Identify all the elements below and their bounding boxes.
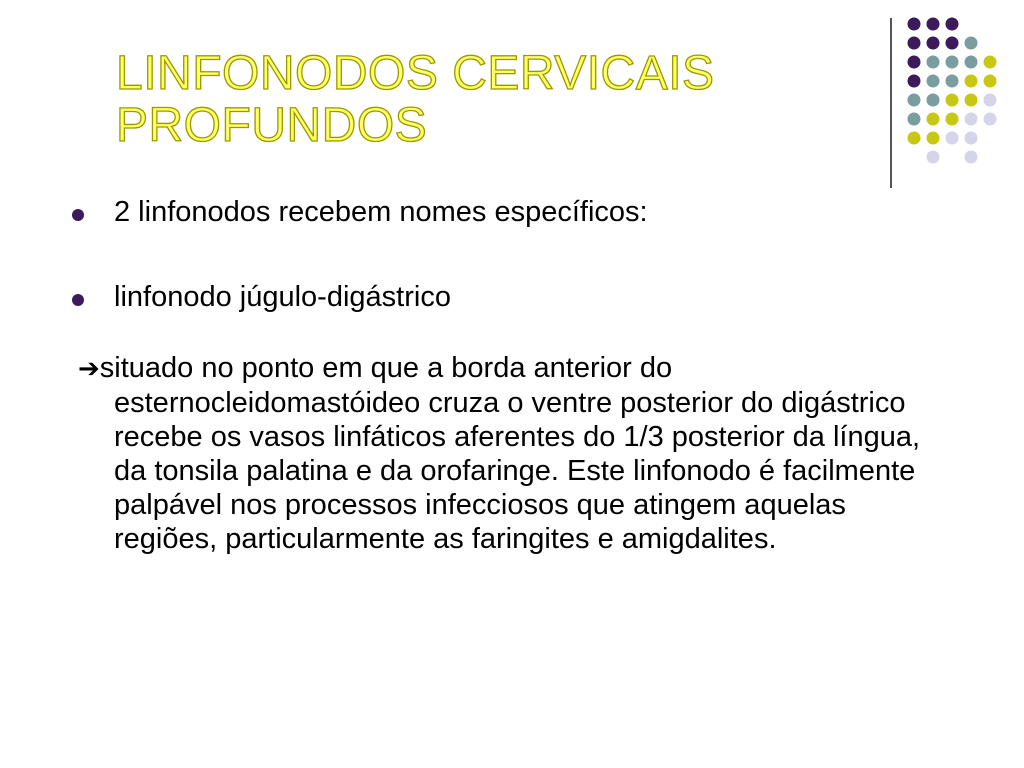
- decorative-dot: [927, 132, 940, 145]
- slide-title-line-2: PROFUNDOS: [116, 98, 428, 152]
- decorative-dot: [946, 113, 959, 126]
- decorative-dot: [927, 94, 940, 107]
- arrow-paragraph-text: situado no ponto em que a borda anterior do esternocleidomastóideo cruza o ventre posterior do digástrico recebe os vasos linfáticos aferentes do 1/3 posterior da língua, da tonsila palatina e da orofaringe. Este linfonodo é facilmente palpável nos processos infecciosos que atingem aquelas regiões, particularmente as faringites e amigdalites.: [99, 351, 921, 555]
- decorative-dot: [965, 94, 978, 107]
- decorative-dot: [965, 75, 978, 88]
- decorative-dot: [908, 75, 921, 88]
- decorative-dot: [908, 113, 921, 126]
- decorative-dot: [908, 37, 921, 50]
- slide-body: [68, 195, 948, 556]
- decorative-dot: [927, 75, 940, 88]
- bullet-text: 2 linfonodos recebem nomes específicos:: [114, 196, 648, 228]
- decorative-dot: [908, 94, 921, 107]
- decorative-dot: [984, 94, 997, 107]
- decorative-dot: [965, 113, 978, 126]
- decorative-dot: [946, 75, 959, 88]
- slide-title-line-1: LINFONODOS CERVICAIS: [116, 47, 715, 100]
- bullet-item: [68, 195, 948, 230]
- decorative-dot: [927, 18, 940, 31]
- decorative-dot: [965, 132, 978, 145]
- decorative-dot: [946, 18, 959, 31]
- decorative-dot: [946, 56, 959, 69]
- bullet-icon: [72, 294, 84, 306]
- decorative-dot: [927, 151, 940, 164]
- arrow-right-icon: ➔: [78, 353, 100, 384]
- decorative-dot: [927, 37, 940, 50]
- bullet-text: linfonodo júgulo-digástrico: [114, 280, 451, 313]
- vertical-divider: [890, 18, 892, 188]
- decorative-dot-grid: [902, 14, 1022, 164]
- decorative-dot: [984, 113, 997, 126]
- dot-grid-graphic: [902, 14, 1022, 164]
- arrow-paragraph: [68, 351, 948, 556]
- decorative-dot: [946, 132, 959, 145]
- decorative-dot: [965, 56, 978, 69]
- decorative-dot: [946, 37, 959, 50]
- decorative-dot: [984, 75, 997, 88]
- decorative-dot: [984, 56, 997, 69]
- decorative-dot: [965, 151, 978, 164]
- decorative-dot: [927, 113, 940, 126]
- decorative-dot: [927, 56, 940, 69]
- decorative-dot: [965, 37, 978, 50]
- decorative-dot: [908, 56, 921, 69]
- slide-title: [116, 48, 856, 152]
- decorative-dot: [908, 132, 921, 145]
- bullet-icon: [72, 209, 84, 221]
- decorative-dot: [908, 18, 921, 31]
- decorative-dot: [946, 94, 959, 107]
- bullet-item: [68, 280, 948, 315]
